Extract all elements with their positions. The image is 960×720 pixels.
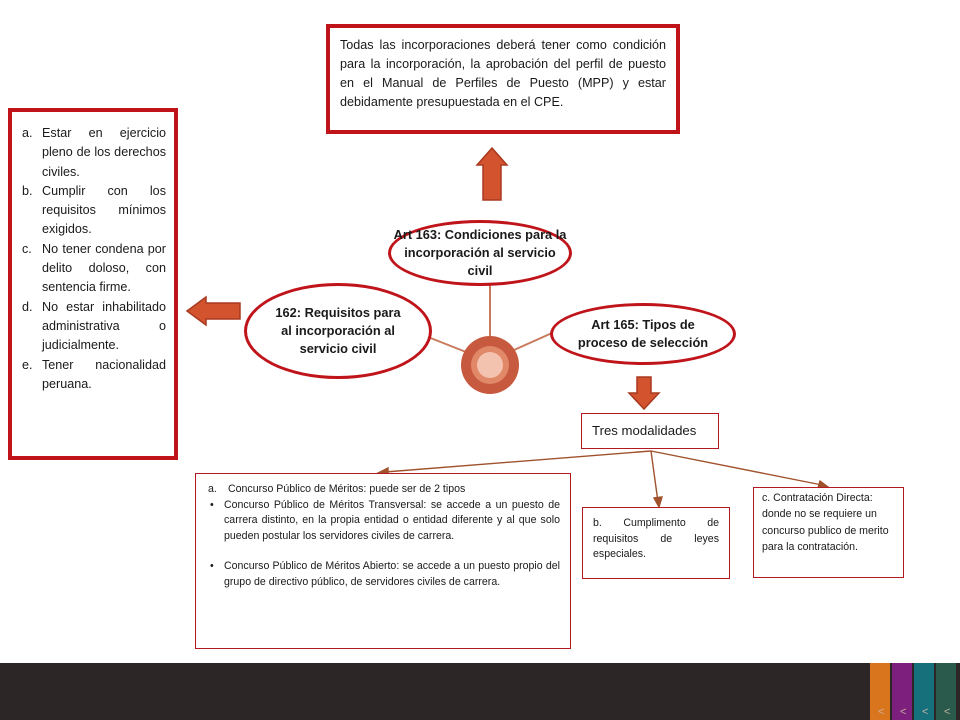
list-item: e. Tener nacionalidad peruana.: [22, 357, 166, 391]
connector-162: [428, 337, 466, 352]
connector-165: [514, 333, 552, 350]
requirements-list-box: [8, 108, 178, 460]
list-item: c. No tener condena por delito doloso, con sentencia firme.: [22, 241, 166, 295]
list-item: d. No estar inhabilitado administrativa o judicialmente.: [22, 299, 166, 353]
up-arrow-icon: [477, 148, 507, 200]
requirements-list: [22, 124, 166, 394]
node-art-163: [388, 220, 572, 286]
incorporation-conditions-text: Todas las incorporaciones deberá tener como condición para la incorporación, la aprobación del perfil de puesto en el Manual de Perfiles de Puesto (MPP) y estar debidamente presupuestada en el CPE.: [340, 38, 666, 109]
modalidad-c-text: c. Contratación Directa: donde no se requiere un concurso publico de merito para la contratación.: [762, 492, 889, 553]
tres-modalidades-box: [581, 413, 719, 449]
footer-nav-icon[interactable]: <: [944, 706, 951, 718]
footer-nav-icon[interactable]: <: [922, 706, 929, 718]
hub-circle: [461, 336, 519, 394]
list-item: b. Cumplir con los requisitos mínimos exigidos.: [22, 183, 166, 237]
node-art-162: [244, 283, 432, 379]
modalidad-b-box: [582, 507, 730, 579]
modalidad-c-box: [753, 487, 904, 578]
bullet-icon: •: [210, 498, 214, 511]
modalidad-a-heading: a. Concurso Público de Méritos: puede ser de 2 tipos: [208, 483, 466, 495]
tres-modalidades-label: Tres modalidades: [592, 423, 697, 438]
node-art-163-label: Art 163: Condiciones para la incorporación al servicio civil: [393, 227, 567, 278]
node-art-165: [550, 303, 736, 365]
list-item: • Concurso Público de Méritos Transversal: se accede a un puesto de carrera distinto, en la propia entidad o entidad diferente y al que solo pueden postular los servidores civiles de carrera.: [210, 498, 560, 545]
footer-nav-icon[interactable]: <: [878, 706, 885, 718]
list-item: • Concurso Público de Méritos Abierto: se accede a un puesto propio del grupo de directivo público, de servidores civiles de carrera.: [210, 559, 560, 590]
down-arrow-icon: [629, 377, 659, 409]
incorporation-conditions-box: [326, 24, 680, 134]
bullet-icon: •: [210, 560, 214, 573]
modalidad-a-box: [195, 473, 571, 649]
list-item: a. Estar en ejercicio pleno de los derechos civiles.: [22, 126, 166, 179]
modalidad-b-text: b. Cumplimento de requisitos de leyes especiales.: [593, 517, 719, 561]
left-arrow-icon: [187, 297, 240, 325]
node-art-165-label: Art 165: Tipos de proceso de selección: [577, 317, 709, 350]
node-art-162-label: 162: Requisitos para al incorporación al servicio civil: [275, 305, 401, 356]
footer-nav-icon[interactable]: <: [900, 706, 907, 718]
footer-bar: [0, 663, 960, 720]
